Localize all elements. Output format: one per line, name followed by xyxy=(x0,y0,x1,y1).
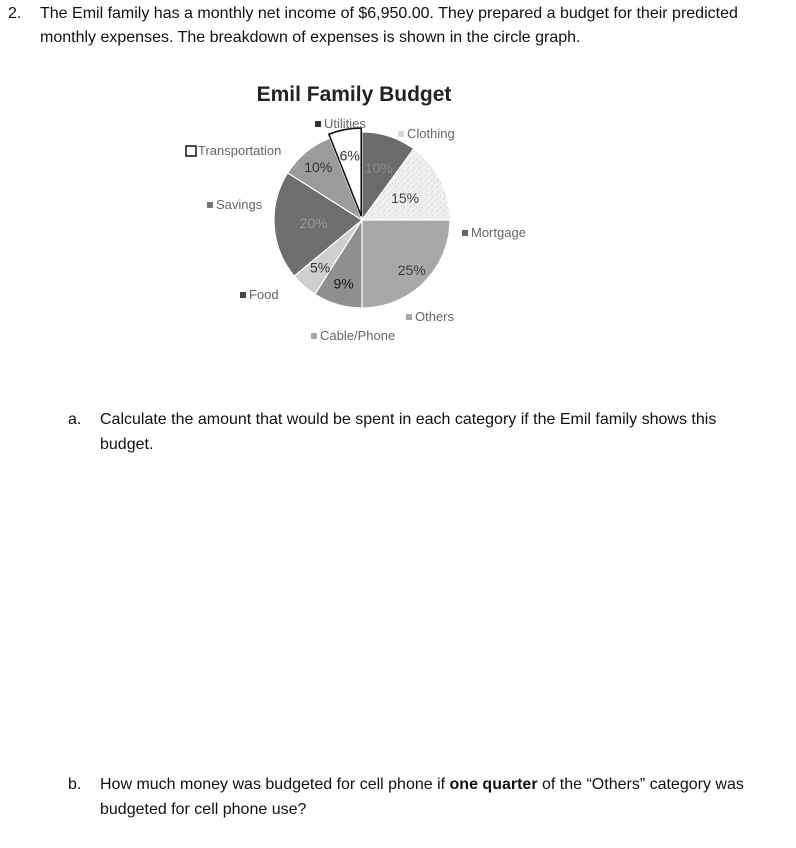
legend-item-cable-phone xyxy=(311,328,395,343)
slice-label-transportation: 6% xyxy=(339,147,360,164)
legend-marker-others xyxy=(406,314,412,320)
part-b-text-after: of the “Others” category was budgeted for cell phone use? xyxy=(100,776,744,818)
legend-item-mortgage xyxy=(462,225,526,240)
part-a xyxy=(68,407,768,457)
legend-marker-clothing xyxy=(398,131,404,137)
question-2 xyxy=(8,2,778,50)
part-b-text xyxy=(100,772,768,822)
legend-label-cable-phone: Cable/Phone xyxy=(320,328,396,343)
legend-item-food xyxy=(240,287,279,302)
slice-label-cable-phone: 5% xyxy=(309,259,331,276)
legend-item-utilities xyxy=(315,116,366,131)
part-b xyxy=(68,772,768,822)
pie-chart-svg xyxy=(160,78,580,358)
slice-label-others: 9% xyxy=(333,275,354,292)
part-b-label: b. xyxy=(68,776,82,793)
legend-marker-cable-phone xyxy=(311,333,317,339)
legend-item-clothing xyxy=(398,126,455,141)
legend-label-savings: Savings xyxy=(216,197,263,212)
chart-title: Emil Family Budget xyxy=(256,83,452,106)
legend-label-mortgage: Mortgage xyxy=(471,225,526,240)
legend-label-utilities: Utilities xyxy=(324,116,366,131)
part-a-label: a. xyxy=(68,411,82,428)
part-b-text-before: How much money was budgeted for cell phone if xyxy=(100,776,450,793)
budget-pie-chart xyxy=(160,78,580,358)
legend-marker-transportation xyxy=(186,146,196,156)
legend-marker-savings xyxy=(207,202,213,208)
part-a-text: Calculate the amount that would be spent in each category if the Emil family shows this budget. xyxy=(100,411,717,453)
legend-item-transportation xyxy=(186,143,281,158)
legend-marker-mortgage xyxy=(462,230,468,236)
legend-label-transportation: Transportation xyxy=(198,143,282,158)
question-number: 2. xyxy=(8,5,22,22)
legend-item-savings xyxy=(207,197,263,212)
legend-label-others: Others xyxy=(415,309,455,324)
slice-label-utilities: 10% xyxy=(364,160,393,177)
part-b-text-bold: one quarter xyxy=(449,776,538,793)
legend-marker-utilities xyxy=(315,121,321,127)
question-text: The Emil family has a monthly net income of $6,950.00. They prepared a budget for their predicted monthly expenses. The breakdown of expenses is shown in the circle graph. xyxy=(40,5,738,46)
legend-item-others xyxy=(406,309,455,324)
slice-label-clothing: 15% xyxy=(391,190,420,207)
legend-marker-food xyxy=(240,292,246,298)
slice-label-savings: 10% xyxy=(304,159,333,176)
legend-label-clothing: Clothing xyxy=(407,126,455,141)
slice-label-food: 20% xyxy=(299,215,328,232)
legend-label-food: Food xyxy=(249,287,279,302)
slice-label-mortgage: 25% xyxy=(397,261,426,278)
